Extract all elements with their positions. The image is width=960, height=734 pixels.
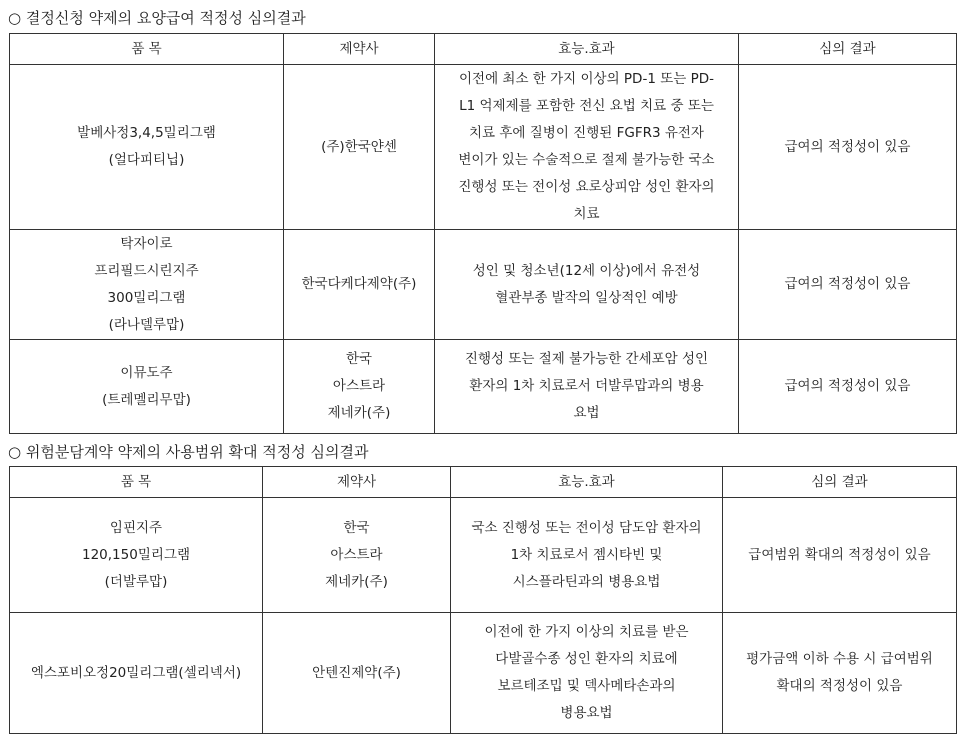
result-line: 확대의 적정성이 있음 <box>776 678 903 694</box>
table-row <box>10 498 957 613</box>
header-company: 제약사 <box>284 34 435 65</box>
cell-result <box>723 498 957 613</box>
indication-line: 진행성 또는 전이성 요로상피암 성인 환자의 <box>458 179 715 195</box>
product-line: 임핀지주 <box>109 519 163 536</box>
header-product: 품 목 <box>10 467 263 498</box>
product-line: (라나델루맙) <box>108 316 185 333</box>
product-line: (얼다피티닙) <box>108 152 185 168</box>
company-line: 한국 <box>343 519 370 536</box>
company-line: (주)한국얀센 <box>321 138 397 155</box>
indication-line: 치료 후에 질병이 진행된 FGFR3 유전자 <box>469 125 704 141</box>
table-row <box>10 340 957 434</box>
indication-line: 다발골수종 성인 환자의 치료에 <box>495 651 678 667</box>
indication-line: 국소 진행성 또는 전이성 담도암 환자의 <box>471 519 702 536</box>
header-result: 심의 결과 <box>739 34 957 65</box>
product-line: 120,150밀리그램 <box>82 546 190 563</box>
cell-indication <box>435 230 739 340</box>
cell-company <box>263 498 451 613</box>
cell-indication <box>435 340 739 434</box>
header-indication: 효능.효과 <box>435 34 739 65</box>
header-indication: 효능.효과 <box>451 467 723 498</box>
cell-product <box>10 230 284 340</box>
result-line: 급여의 적정성이 있음 <box>784 138 911 155</box>
company-line: 한국다케다제약(주) <box>301 276 417 292</box>
cell-company <box>284 230 435 340</box>
indication-line: 진행성 또는 절제 불가능한 간세포암 성인 <box>464 351 709 367</box>
product-line: (더발루맙) <box>104 573 168 590</box>
result-line: 평가금액 이하 수용 시 급여범위 <box>746 651 933 667</box>
table-header-row <box>10 467 957 498</box>
indication-line: 이전에 최소 한 가지 이상의 PD-1 또는 PD- <box>459 71 714 87</box>
cell-company <box>284 340 435 434</box>
company-line: 제네카(주) <box>327 405 391 421</box>
company-line: 아스트라 <box>332 378 386 394</box>
cell-company <box>263 613 451 734</box>
section2-title: ○ 위험분담계약 약제의 사용범위 확대 적정성 심의결과 <box>8 443 369 461</box>
indication-line: 요법 <box>573 405 600 421</box>
company-line: 한국 <box>345 351 373 367</box>
risk-sharing-results-table <box>9 466 957 734</box>
section1-title: ○ 결정신청 약제의 요양급여 적정성 심의결과 <box>8 9 306 27</box>
indication-line: 변이가 있는 수술적으로 절제 불가능한 국소 <box>458 152 715 168</box>
cell-product <box>10 613 263 734</box>
cell-result <box>739 340 957 434</box>
cell-indication <box>451 498 723 613</box>
product-line: 엑스포비오정20밀리그램(셀리넥서) <box>30 664 242 681</box>
cell-product <box>10 340 284 434</box>
header-product: 품 목 <box>10 34 284 65</box>
table-row <box>10 230 957 340</box>
table-row <box>10 65 957 230</box>
product-line: (트레멜리무맙) <box>102 391 191 408</box>
indication-line: 환자의 1차 치료로서 더발루맙과의 병용 <box>469 378 704 394</box>
cell-product <box>10 65 284 230</box>
indication-line: 치료 <box>573 206 600 222</box>
indication-line: 병용요법 <box>560 705 613 721</box>
company-line: 제네카(주) <box>325 573 388 590</box>
product-line: 300밀리그램 <box>107 289 186 306</box>
header-company: 제약사 <box>263 467 451 498</box>
indication-line: 혈관부종 발작의 일상적인 예방 <box>495 289 678 306</box>
indication-line: 성인 및 청소년(12세 이상)에서 유전성 <box>472 262 701 279</box>
header-result: 심의 결과 <box>723 467 957 498</box>
indication-line: 시스플라틴과의 병용요법 <box>512 573 661 590</box>
cell-result <box>739 65 957 230</box>
decision-results-table <box>9 33 957 434</box>
product-line: 이뮤도주 <box>120 364 173 381</box>
cell-indication <box>435 65 739 230</box>
result-line: 급여의 적정성이 있음 <box>784 378 911 394</box>
cell-company <box>284 65 435 230</box>
indication-line: 보르테조밉 및 덱사메타손과의 <box>497 678 676 694</box>
cell-result <box>739 230 957 340</box>
product-line: 발베사정3,4,5밀리그램 <box>77 125 216 141</box>
cell-product <box>10 498 263 613</box>
result-line: 급여범위 확대의 적정성이 있음 <box>748 546 931 563</box>
company-line: 아스트라 <box>330 546 383 563</box>
table-row <box>10 613 957 734</box>
cell-indication <box>451 613 723 734</box>
table-header-row <box>10 34 957 65</box>
product-line: 프리필드시린지주 <box>94 262 199 279</box>
cell-result <box>723 613 957 734</box>
company-line: 안텐진제약(주) <box>312 664 401 681</box>
indication-line: 1차 치료로서 젬시타빈 및 <box>510 546 663 563</box>
indication-line: L1 억제제를 포함한 전신 요법 치료 중 또는 <box>459 98 714 114</box>
product-line: 탁자이로 <box>120 235 173 252</box>
result-line: 급여의 적정성이 있음 <box>784 276 911 292</box>
indication-line: 이전에 한 가지 이상의 치료를 받은 <box>484 624 689 640</box>
